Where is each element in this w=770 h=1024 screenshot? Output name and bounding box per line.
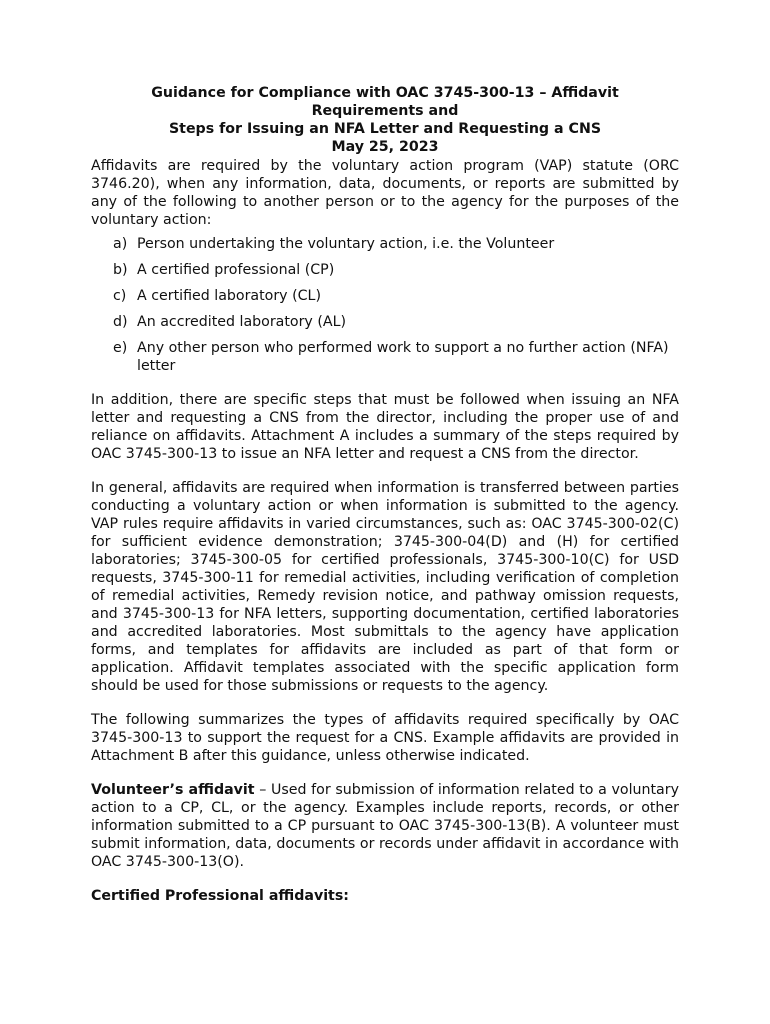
intro-paragraph: Affidavits are required by the voluntary action program (VAP) statute (ORC 3746.20), when any information, data, documents, or reports are submitted by any of the following to another person or to the agency for the purposes of the voluntary action: bbox=[91, 158, 679, 228]
title-line-3: Steps for Issuing an NFA Letter and Requesting a CNS bbox=[168, 121, 602, 137]
volunteer-affidavit-paragraph bbox=[91, 781, 679, 871]
cp-affidavits-heading: Certified Professional affidavits: bbox=[91, 888, 349, 904]
title-date: May 25, 2023 bbox=[331, 139, 439, 155]
volunteer-affidavit-text: – Used for submission of information related to a voluntary action to a CP, CL, or the agency. Examples include reports, records, or other information submitted to a CP pursuant to OAC 3745-300-13(B). A volunteer must submit information, data, documents or records under affidavit in accordance with OAC 3745-300-13(O). bbox=[91, 782, 679, 870]
list-marker: c) bbox=[113, 288, 127, 304]
title-line-1: Guidance for Compliance with OAC 3745-300-13 – Affidavit bbox=[151, 85, 619, 101]
title-line-2: Requirements and bbox=[311, 103, 459, 119]
affidavit-party-list bbox=[91, 235, 679, 375]
list-marker: b) bbox=[113, 262, 128, 278]
list-item bbox=[91, 235, 679, 253]
list-marker: e) bbox=[113, 340, 128, 356]
list-item-text: Any other person who performed work to support a no further action (NFA) letter bbox=[137, 340, 669, 374]
list-item bbox=[91, 261, 679, 279]
list-item-text: An accredited laboratory (AL) bbox=[137, 314, 347, 330]
list-marker: a) bbox=[113, 236, 128, 252]
list-item-text: A certified laboratory (CL) bbox=[137, 288, 321, 304]
document-title bbox=[91, 84, 679, 156]
volunteer-affidavit-heading: Volunteer’s affidavit bbox=[91, 782, 255, 798]
addition-paragraph: In addition, there are specific steps that must be followed when issuing an NFA letter and requesting a CNS from the director, including the proper use of and reliance on affidavits. Attachment A includes a summary of the steps required by OAC 3745-300-13 to issue an NFA letter and request a CNS from the director. bbox=[91, 392, 679, 462]
list-item bbox=[91, 313, 679, 331]
list-item-text: A certified professional (CP) bbox=[137, 262, 335, 278]
list-item-text: Person undertaking the voluntary action, i.e. the Volunteer bbox=[137, 236, 555, 252]
list-marker: d) bbox=[113, 314, 128, 330]
list-item bbox=[91, 287, 679, 305]
list-item bbox=[91, 339, 679, 375]
following-paragraph: The following summarizes the types of affidavits required specifically by OAC 3745-300-13 to support the request for a CNS. Example affidavits are provided in Attachment B after this guidance, unless otherwise indicated. bbox=[91, 712, 679, 764]
document-page bbox=[91, 84, 679, 905]
general-paragraph: In general, affidavits are required when information is transferred between parties conducting a voluntary action or when information is submitted to the agency. VAP rules require affidavits in varied circumstances, such as: OAC 3745-300-02(C) for sufficient evidence demonstration; 3745-300-04(D) and (H) for certified laboratories; 3745-300-05 for certified professionals, 3745-300-10(C) for USD requests, 3745-300-11 for remedial activities, including verification of completion of remedial activities, Remedy revision notice, and pathway omission requests, and 3745-300-13 for NFA letters, supporting documentation, certified laboratories and accredited laboratories. Most submittals to the agency have application forms, and templates for affidavits are included as part of that form or application. Affidavit templates associated with the specific application form should be used for those submissions or requests to the agency. bbox=[91, 480, 679, 694]
